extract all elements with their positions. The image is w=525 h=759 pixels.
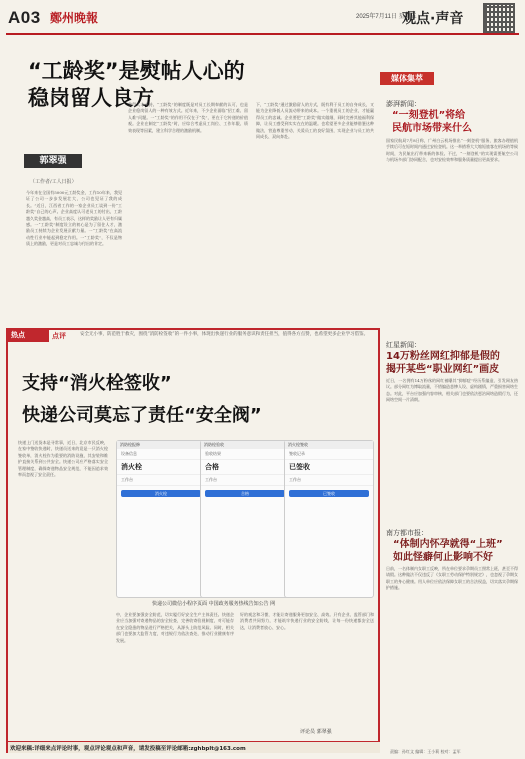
phone-row: 设备信息 [117, 449, 205, 460]
phone-row: 工作台 [285, 475, 373, 486]
phone-screenshot-1 [116, 440, 206, 598]
lead-column-2: 我得人才支持。“工龄奖”的制度既是对员工长期奉献的认可，也是企业稳岗留人的一种有效方式。近年来，不少企业面临“招工难、留人难”问题。一“工龄奖”的作用不仅在于“奖”，更在于它传递的价值观。企业在制定“工龄奖”时，应综合考虑员工岗位、工作年限、绩效表现等因素，建立科学合理的激励机制。 [128, 102, 248, 133]
phone-button: 消火栓 [121, 490, 201, 497]
footer-submission-note: 欢迎来稿:详细来点评论时事，观点评论观点和声音，请发投稿至评论邮箱:zghbplt@163.com [10, 746, 246, 752]
sidebar-headline-1 [392, 109, 472, 135]
media-digest-tag [380, 72, 434, 85]
hot-column-3: 好的观念和习惯，才能让寄递服务更加安全、高效。只有企业、监管部门和消费者共同努力，才能筑牢快递行业的安全防线，让每一份快递都安全送达，让消费者放心、安心。 [240, 612, 374, 630]
author-tag [24, 154, 82, 168]
phone-value: 已签收 [285, 460, 373, 475]
phone-status-bar: 消防栓报修 [117, 441, 205, 449]
editor-credits: 责编：孙红文 编辑：王小莉 校对：孟军 [390, 749, 461, 754]
phone-button: 已签收 [289, 490, 369, 497]
phone-button: 合格 [205, 490, 285, 497]
sidebar-headline-3-line2: 如此怪癖何止影响不好 [393, 552, 493, 563]
page-code: A03 [8, 8, 41, 27]
hot-headline-line2: 快递公司莫忘了责任“安全阀” [22, 405, 262, 426]
lead-headline-line1: “工龄奖”是熨帖人心的 [28, 59, 245, 83]
hot-tag-label: 热点 [11, 331, 25, 339]
image-caption: 快递公司微信小程序页面 中国政务服务热线告知公告 网 [152, 601, 276, 607]
sidebar-source-2: 红星新闻： [386, 341, 421, 349]
hot-tag [7, 329, 49, 342]
hot-signature: 评论员 郭翠强 [300, 729, 332, 735]
phone-row: 工作台 [117, 475, 205, 486]
sidebar-source-1: 澎湃新闻： [386, 100, 421, 108]
sidebar-headline-1-line2: 民航市场带来什么 [392, 123, 472, 134]
sidebar-body-3: 日前，一名体制内女职工反映，所在单位要求孕期员工照常上班，甚至不得请假。这种做法不仅违反了《女职工劳动保护特别规定》，也忽视了孕期女职工的身心健康。用人单位应依法保障女职工的合法权益，切实落实孕期保护措施。 [386, 566, 518, 591]
sidebar-body-1: 国家民航局7月8日称，广州白云机场推出“一刻登机”服务，旅客办理值机手续后可在短时间内通过安检登机。这一举措将大大缩短旅客在机场的等候时间，为民航出行带来新的体验。不过，“一刻登机”的实现需要航空公司与机场多部门协同配合，也对安检效率和服务质量提出更高要求。 [386, 138, 518, 163]
hot-column-1: 快递上门送货本是寻常事，近日，北京市民反映，在家中签收快递时，快递员送来的竟是一只消火栓签收单，消火栓作为重要的消防设施，其安装和维护直接关系到公共安全。快递公司应严格落实安全管理制度，确保寄递物品安全规范，不能因追求效率而忽视了安全责任。 [18, 440, 108, 478]
phone-status-bar: 消防栓验收 [201, 441, 289, 449]
media-digest-label: 媒体集萃 [391, 74, 423, 83]
qr-code-icon [483, 3, 515, 35]
lead-headline-line2: 稳岗留人良方 [28, 86, 154, 110]
issue-date: 2025年7月11日 星期五 [356, 14, 417, 20]
hot-subtitle: 安全无小事，防范胜于救灾，围绕“消防栓签收”的一件小事，体现出快递行业的服务意识和责任担当，值得各方点赞，也希望更多企业学习借鉴。 [80, 332, 369, 337]
phone-row: 验收结果 [201, 449, 289, 460]
phone-status-bar: 消火栓签收 [285, 441, 373, 449]
section-title: 观点·声音 [402, 11, 464, 27]
phone-row: 签收记录 [285, 449, 373, 460]
sidebar-headline-3 [393, 538, 503, 564]
phone-row: 工作台 [201, 475, 289, 486]
sidebar-body-2: 近日，一名拥有14万粉丝的网红被曝其“抑郁症”经历系编造，引发网友热议。部分网红为博取流量，不惜编造悲惨人设、虚构剧情，严重损害网络生态。对此，平台应加强内容审核，相关部门也要依法惩治网络造假行为，还网络空间一片清朗。 [386, 378, 518, 403]
phone-screenshot-3 [284, 440, 374, 598]
lead-column-3: 下，“工龄奖”通过激励留人的方式，既有利于员工的自身成长，又能为企业降低人员流动带来的成本。一个重视员工的企业，才能赢得员工的忠诚。企业要把“工龄奖”做实做细，同时完善其他福利保障，让员工感受到实实在在的温暖。也希望更多企业能够借鉴这种做法，营造尊重劳动、关爱员工的良好氛围，实现企业与员工的共同成长、双向奔赴。 [256, 102, 374, 140]
sidebar-headline-2-line1: 14万粉丝网红抑郁是假的 [386, 351, 500, 362]
author-note: （工作者/工人日报） [30, 179, 77, 185]
sidebar-headline-2-line2: 揭开某些“职业网红”画皮 [386, 364, 500, 375]
sidebar-source-3: 南方都市报： [386, 529, 428, 537]
hot-column-2: 中，企业要加强安全防范，切实履行好安全生产主体责任。快递企业应当加强对寄递物品的安全检查，完善收寄验视制度，对可能存在安全隐患的物品进行严格把关，从源头上防范风险。同时，相关部门也要加大监管力度，对违规行为依法查处，推动行业健康有序发展。 [116, 612, 234, 643]
hot-headline-line1: 支持“消火栓签收” [22, 373, 172, 394]
sidebar-headline-1-line1: “一刻登机”将给 [392, 110, 466, 121]
phone-value: 合格 [201, 460, 289, 475]
lead-column-1: 今年来在全国有5000元工龄奖金，工作10年来，我见证了公司一步步发展壮大，公司也见证了我的成长。”近日，江西省工作的一家企业员工谈到一份“工龄奖”自己的心声。企业高度认可老员工的付出，工龄越久奖金越高，有员工表示，这样的奖励让人更有归属感。一“工龄奖”制度设立的初心是为了留住人才，激励员工持续为企业发展贡献力量。一“工龄奖”在高流动性行业中能起到稳定作用。一“工龄奖”，不仅是物质上的激励，更是对员工忠诚与付出的肯定。 [26, 190, 122, 247]
sidebar-headline-2 [386, 350, 500, 376]
header-divider [6, 33, 519, 35]
author-name: 郭翠强 [39, 156, 67, 166]
phone-value: 消火栓 [117, 460, 205, 475]
sidebar-headline-3-line1: “体制内怀孕就得“上班” [393, 539, 503, 550]
comment-tag: 点评 [52, 332, 66, 340]
paper-logo: 鄭州晚報 [50, 11, 99, 25]
phone-screenshot-2 [200, 440, 290, 598]
